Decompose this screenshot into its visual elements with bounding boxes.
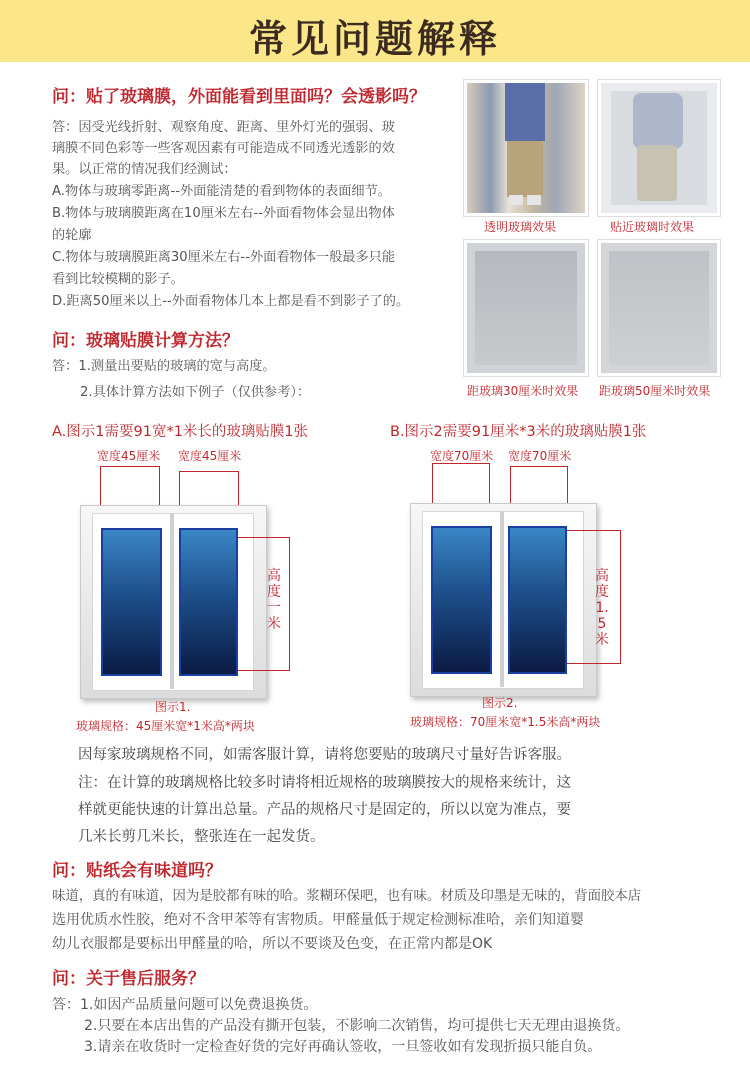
note-line-1: 因每家玻璃规格不同，如需客服计算，请将您要贴的玻璃尺寸量好告诉客服。 bbox=[78, 747, 571, 763]
diagram-b-spec: 玻璃规格：70厘米宽*1.5米高*两块 bbox=[410, 715, 601, 729]
q1-line-5: B.物体与玻璃膜距离在10厘米左右--外面看物体会显出物体 bbox=[52, 206, 395, 221]
q2-line-2: 2.具体计算方法如下例子（仅供参考）： bbox=[80, 385, 311, 400]
diagram-b-glass-left bbox=[431, 526, 492, 674]
diagram-a-height-label: 高 度 一 米 bbox=[267, 568, 281, 632]
q4-question: 问：关于售后服务？ bbox=[52, 969, 205, 989]
photo-near-glass bbox=[598, 80, 720, 216]
note-line-3: 样就更能快速的计算出总量。产品的规格尺寸是固定的，所以以宽为准点，要 bbox=[78, 802, 571, 818]
q1-question: 问：贴了玻璃膜，外面能看到里面吗？会透影吗？ bbox=[52, 87, 426, 107]
q1-line-7: C.物体与玻璃膜距离30厘米左右--外面看物体一般最多只能 bbox=[52, 250, 396, 265]
q4-line-1: 答：1.如因产品质量问题可以免费退换货。 bbox=[52, 997, 318, 1013]
photo-transparent bbox=[464, 80, 588, 216]
diagram-b-width-2: 宽度70厘米 bbox=[508, 449, 572, 463]
diagram-a-glass-left bbox=[101, 528, 162, 676]
q3-line-3: 幼儿衣服都是要标出甲醛量的哈，所以不要谈及色变，在正常内都是OK bbox=[52, 936, 493, 952]
diagram-b-fig-label: 图示2. bbox=[482, 696, 518, 710]
diagram-a-mullion bbox=[170, 513, 174, 689]
note-line-2: 注：在计算的玻璃规格比较多时请将相近规格的玻璃膜按大的规格来统计，这 bbox=[78, 775, 571, 791]
diagram-a-fig-label: 图示1. bbox=[155, 700, 191, 714]
note-line-4: 几米长剪几米长，整张连在一起发货。 bbox=[78, 829, 325, 845]
diagram-b-mullion bbox=[500, 511, 504, 687]
photo-caption-3: 距玻璃30厘米时效果 bbox=[467, 384, 579, 398]
q1-line-6: 的轮廓 bbox=[52, 228, 92, 243]
q4-line-2: 2.只要在本店出售的产品没有撕开包装，不影响二次销售，均可提供七天无理由退换货。 bbox=[84, 1018, 630, 1034]
q1-line-4: A.物体与玻璃零距离--外面能清楚的看到物体的表面细节。 bbox=[52, 184, 391, 199]
q2-line-1: 答：1.测量出要贴的玻璃的宽与高度。 bbox=[52, 359, 276, 374]
diagram-a-glass-right bbox=[179, 528, 238, 676]
photo-30cm bbox=[464, 240, 588, 376]
q3-line-2: 选用优质水性胶，绝对不含甲苯等有害物质。甲醛量低于规定检测标准哈，亲们知道婴 bbox=[52, 912, 584, 928]
page-title: 常见问题解释 bbox=[248, 17, 501, 61]
photo-caption-1: 透明玻璃效果 bbox=[484, 220, 557, 234]
q1-line-2: 璃膜不同色彩等一些客观因素有可能造成不同透光透影的效 bbox=[52, 141, 395, 156]
q3-line-1: 味道，真的有味道，因为是胶都有味的哈。浆糊环保吧，也有味。材质及印墨是无味的，背面胶本店 bbox=[52, 889, 642, 904]
photo-caption-4: 距玻璃50厘米时效果 bbox=[599, 384, 711, 398]
q1-line-8: 看到比较模糊的影子。 bbox=[52, 272, 184, 287]
q1-line-9: D.距离50厘米以上--外面看物体几本上都是看不到影子了的。 bbox=[52, 294, 410, 309]
diagram-b-glass-right bbox=[508, 526, 567, 674]
diagram-a-title: A.图示1需要91宽*1米长的玻璃贴膜1张 bbox=[52, 424, 309, 440]
q4-line-3: 3.请亲在收货时一定检查好货的完好再确认签收，一旦签收如有发现折损只能自负。 bbox=[84, 1039, 602, 1055]
diagram-a-height-box bbox=[238, 537, 290, 671]
diagram-b-height-label: 高 度 1. 5 米 bbox=[595, 568, 609, 648]
q1-line-3: 果。以正常的情况我们经测试： bbox=[52, 162, 237, 177]
diagram-a-width-1: 宽度45厘米 bbox=[97, 449, 161, 463]
photo-caption-2: 贴近玻璃时效果 bbox=[610, 220, 695, 234]
diagram-b-width-1: 宽度70厘米 bbox=[430, 449, 494, 463]
q1-line-1: 答：因受光线折射、观察角度、距离、里外灯光的强弱、玻 bbox=[52, 120, 395, 135]
q3-question: 问：贴纸会有味道吗？ bbox=[52, 861, 222, 881]
q2-question: 问：玻璃贴膜计算方法？ bbox=[52, 331, 239, 351]
diagram-a-width-2: 宽度45厘米 bbox=[178, 449, 242, 463]
photo-50cm bbox=[598, 240, 720, 376]
diagram-a-spec: 玻璃规格：45厘米宽*1米高*两块 bbox=[76, 719, 255, 733]
diagram-b-title: B.图示2需要91厘米*3米的玻璃贴膜1张 bbox=[390, 424, 647, 440]
